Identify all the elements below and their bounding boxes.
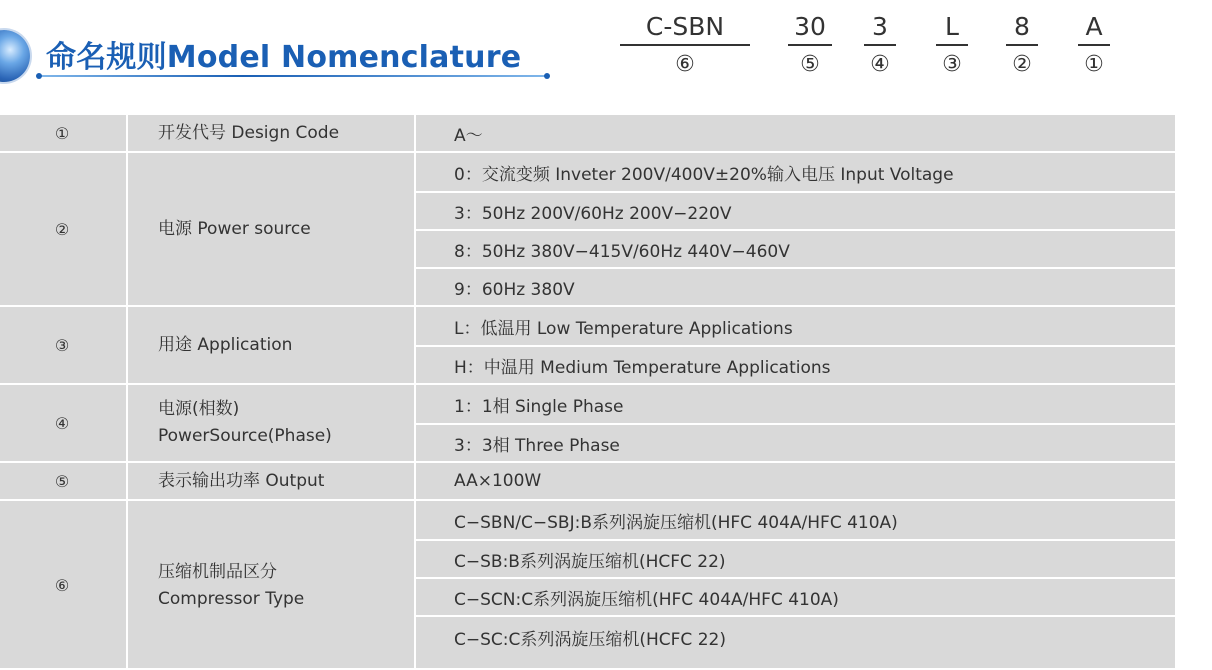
row-desc — [414, 501, 1177, 670]
desc-line — [416, 153, 1177, 191]
model-code-part — [864, 10, 896, 84]
row-name-text: 用途 Application — [158, 334, 293, 355]
desc-line — [416, 577, 1177, 615]
desc-line — [416, 307, 1177, 345]
model-code-segment: C-SBN — [620, 10, 750, 46]
desc-text: C−SCN:C系列涡旋压缩机(HFC 404A/HFC 410A) — [454, 589, 839, 610]
model-code-index: ③ — [942, 52, 962, 77]
desc-line — [416, 191, 1177, 229]
page-title: 命名规则Model Nomenclature — [46, 40, 522, 75]
row-index: ⑥ — [54, 576, 70, 595]
desc-line — [416, 463, 1177, 499]
row-desc — [414, 385, 1177, 461]
model-code-part — [1078, 10, 1110, 84]
model-code-part — [620, 10, 750, 84]
model-code-index: ④ — [870, 52, 890, 77]
model-code-segment: 8 — [1006, 10, 1038, 46]
desc-text: 0：交流变频 Inveter 200V/400V±20%输入电压 Input Voltage — [454, 164, 954, 185]
nomenclature-table — [0, 113, 1175, 668]
table-row — [0, 305, 1175, 383]
model-code-index: ② — [1012, 52, 1032, 77]
desc-line — [416, 115, 1177, 151]
row-name-text: 电源(相数) PowerSource(Phase) — [158, 399, 332, 446]
desc-line — [416, 501, 1177, 539]
table-row — [0, 113, 1175, 151]
row-name-text: 电源 Power source — [158, 218, 311, 239]
row-desc — [414, 307, 1177, 383]
row-name-text: 压缩机制品区分 Compressor Type — [158, 561, 305, 609]
table-row — [0, 499, 1175, 670]
desc-text: A～ — [454, 125, 483, 146]
row-desc — [414, 153, 1177, 305]
desc-line — [416, 229, 1177, 267]
desc-text: 3：3相 Three Phase — [454, 435, 620, 456]
row-name — [126, 115, 414, 151]
desc-line — [416, 539, 1177, 577]
desc-text: AA×100W — [454, 471, 542, 491]
desc-text: 3：50Hz 200V/60Hz 200V−220V — [454, 203, 732, 224]
row-desc — [414, 463, 1177, 499]
model-code-segment: L — [936, 10, 968, 46]
globe-icon — [0, 30, 30, 82]
table-row — [0, 461, 1175, 499]
row-name — [126, 463, 414, 499]
desc-text: C−SBN/C−SBJ:B系列涡旋压缩机(HFC 404A/HFC 410A) — [454, 512, 898, 533]
row-name — [126, 385, 414, 461]
model-code-part — [1006, 10, 1038, 84]
desc-line — [416, 345, 1177, 383]
model-code-segment: 3 — [864, 10, 896, 46]
model-code-segment: A — [1078, 10, 1110, 46]
row-index: ② — [54, 219, 70, 239]
row-index: ⑤ — [54, 471, 70, 491]
model-code-part — [936, 10, 968, 84]
title-underline — [40, 75, 546, 77]
row-index: ① — [54, 123, 70, 143]
desc-line — [416, 615, 1177, 670]
model-code-index: ① — [1084, 52, 1104, 77]
desc-text: H：中温用 Medium Temperature Applications — [454, 357, 831, 378]
row-index: ④ — [54, 413, 70, 433]
table-row — [0, 383, 1175, 461]
row-name — [126, 307, 414, 383]
desc-text: L：低温用 Low Temperature Applications — [454, 318, 793, 339]
desc-text: C−SB:B系列涡旋压缩机(HCFC 22) — [454, 551, 726, 572]
desc-text: 8：50Hz 380V−415V/60Hz 440V−460V — [454, 241, 790, 262]
desc-line — [416, 267, 1177, 305]
desc-line — [416, 423, 1177, 461]
row-name-text: 开发代号 Design Code — [158, 122, 340, 143]
desc-line — [416, 385, 1177, 423]
model-code-index: ⑥ — [675, 52, 695, 77]
row-name-text: 表示输出功率 Output — [158, 470, 325, 491]
table-row — [0, 151, 1175, 305]
desc-text: C−SC:C系列涡旋压缩机(HCFC 22) — [454, 630, 726, 650]
model-code-breakdown — [620, 10, 1140, 100]
header — [0, 0, 1212, 110]
model-code-part — [788, 10, 832, 84]
model-code-segment: 30 — [788, 10, 832, 46]
desc-text: 1：1相 Single Phase — [454, 396, 624, 417]
row-name — [126, 501, 414, 670]
model-code-index: ⑤ — [800, 52, 820, 77]
row-desc — [414, 115, 1177, 151]
row-index: ③ — [54, 335, 70, 355]
desc-text: 9：60Hz 380V — [454, 279, 575, 300]
row-name — [126, 153, 414, 305]
